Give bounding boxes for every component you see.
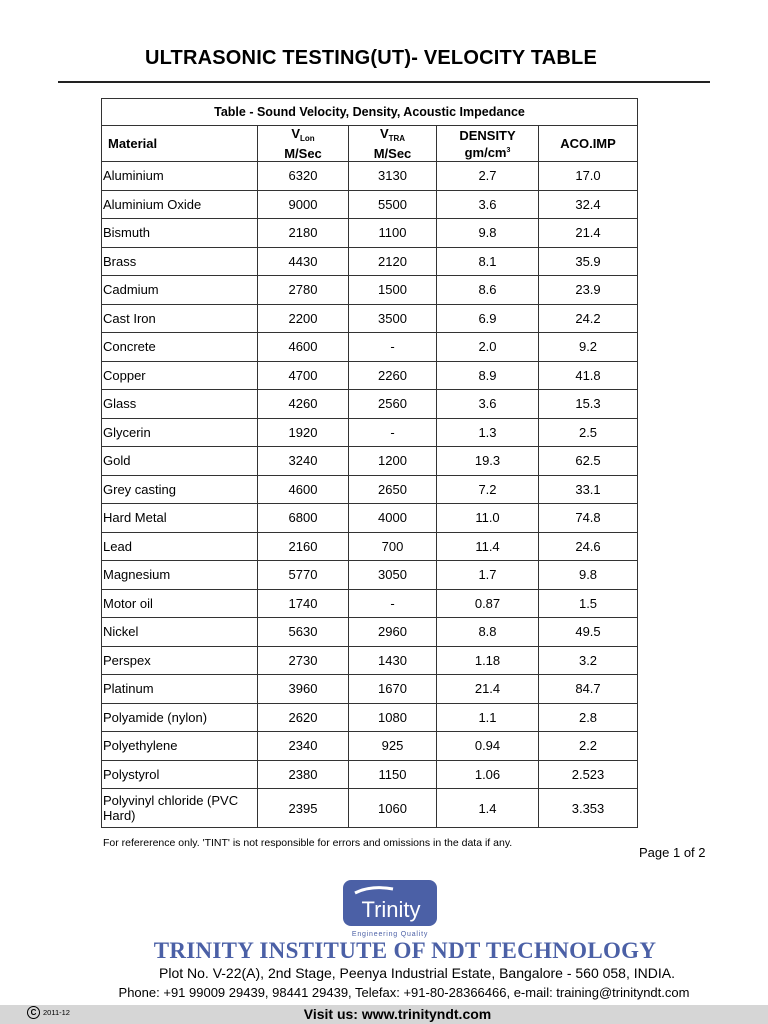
cell-vtra: 2120 bbox=[349, 247, 437, 276]
cell-density: 3.6 bbox=[437, 390, 539, 419]
cell-material: Concrete bbox=[102, 333, 258, 362]
header-density-unit: gm/cm bbox=[464, 144, 507, 160]
cell-vtra: - bbox=[349, 333, 437, 362]
cell-density: 7.2 bbox=[437, 475, 539, 504]
cell-material: Polyamide (nylon) bbox=[102, 703, 258, 732]
cell-material: Perspex bbox=[102, 646, 258, 675]
cell-material: Polyvinyl chloride (PVC Hard) bbox=[102, 789, 258, 828]
cell-acoimp: 2.5 bbox=[539, 418, 638, 447]
cell-vtra: 3500 bbox=[349, 304, 437, 333]
table-row bbox=[102, 190, 638, 219]
cell-material: Cast Iron bbox=[102, 304, 258, 333]
cell-density: 1.4 bbox=[437, 789, 539, 828]
header-acoimp: ACO.IMP bbox=[539, 126, 638, 162]
cell-vlon: 2395 bbox=[258, 789, 349, 828]
cell-material: Aluminium bbox=[102, 162, 258, 191]
header-vtra-subscript: TRA bbox=[388, 134, 406, 143]
cell-density: 0.87 bbox=[437, 589, 539, 618]
cell-acoimp: 9.8 bbox=[539, 561, 638, 590]
table-row bbox=[102, 219, 638, 248]
cell-vlon: 5770 bbox=[258, 561, 349, 590]
table-row bbox=[102, 561, 638, 590]
cell-vtra: 2650 bbox=[349, 475, 437, 504]
cell-acoimp: 3.2 bbox=[539, 646, 638, 675]
cell-material: Polystyrol bbox=[102, 760, 258, 789]
table-row bbox=[102, 447, 638, 476]
table-row bbox=[102, 646, 638, 675]
cell-vlon: 3960 bbox=[258, 675, 349, 704]
cell-density: 9.8 bbox=[437, 219, 539, 248]
cell-acoimp: 33.1 bbox=[539, 475, 638, 504]
cell-material: Motor oil bbox=[102, 589, 258, 618]
page-title: ULTRASONIC TESTING(UT)- VELOCITY TABLE bbox=[144, 47, 598, 69]
cell-acoimp: 35.9 bbox=[539, 247, 638, 276]
cell-material: Gold bbox=[102, 447, 258, 476]
cell-vtra: 1060 bbox=[349, 789, 437, 828]
title-divider bbox=[58, 81, 710, 83]
logo-wordmark: Trinity bbox=[361, 897, 421, 922]
cell-acoimp: 17.0 bbox=[539, 162, 638, 191]
cell-density: 6.9 bbox=[437, 304, 539, 333]
cell-acoimp: 24.6 bbox=[539, 532, 638, 561]
copyright-icon: C bbox=[27, 1006, 40, 1019]
cell-acoimp: 32.4 bbox=[539, 190, 638, 219]
cell-vlon: 5630 bbox=[258, 618, 349, 647]
header-vlon bbox=[258, 126, 349, 162]
cell-material: Bismuth bbox=[102, 219, 258, 248]
table-row bbox=[102, 304, 638, 333]
cell-vtra: 3130 bbox=[349, 162, 437, 191]
cell-material: Polyethylene bbox=[102, 732, 258, 761]
cell-acoimp: 2.2 bbox=[539, 732, 638, 761]
trinity-logo bbox=[341, 879, 439, 939]
table-row bbox=[102, 276, 638, 305]
cell-acoimp: 49.5 bbox=[539, 618, 638, 647]
table-row bbox=[102, 618, 638, 647]
table-row bbox=[102, 162, 638, 191]
cell-vtra: - bbox=[349, 418, 437, 447]
cell-vtra: 1670 bbox=[349, 675, 437, 704]
cell-vlon: 4600 bbox=[258, 333, 349, 362]
cell-vlon: 6800 bbox=[258, 504, 349, 533]
table-row bbox=[102, 333, 638, 362]
table-row bbox=[102, 361, 638, 390]
cell-density: 19.3 bbox=[437, 447, 539, 476]
contact-info: Phone: +91 99009 29439, 98441 29439, Telefax: +91-80-28366466, e-mail: training@trinityndt.com bbox=[118, 985, 690, 1000]
cell-vtra: 2260 bbox=[349, 361, 437, 390]
cell-acoimp: 21.4 bbox=[539, 219, 638, 248]
cell-acoimp: 74.8 bbox=[539, 504, 638, 533]
cell-vtra: 3050 bbox=[349, 561, 437, 590]
cell-vlon: 1920 bbox=[258, 418, 349, 447]
cell-vlon: 2780 bbox=[258, 276, 349, 305]
cell-vlon: 4430 bbox=[258, 247, 349, 276]
cell-acoimp: 84.7 bbox=[539, 675, 638, 704]
cell-vlon: 2180 bbox=[258, 219, 349, 248]
table-row bbox=[102, 789, 638, 828]
cell-acoimp: 41.8 bbox=[539, 361, 638, 390]
cell-density: 8.1 bbox=[437, 247, 539, 276]
table-row bbox=[102, 532, 638, 561]
copyright-year: 2011-12 bbox=[43, 1008, 70, 1017]
table-row bbox=[102, 675, 638, 704]
table-row bbox=[102, 703, 638, 732]
cell-material: Nickel bbox=[102, 618, 258, 647]
cell-vtra: 1150 bbox=[349, 760, 437, 789]
cell-material: Platinum bbox=[102, 675, 258, 704]
cell-acoimp: 2.523 bbox=[539, 760, 638, 789]
cell-vlon: 2620 bbox=[258, 703, 349, 732]
table-row bbox=[102, 504, 638, 533]
cell-vlon: 6320 bbox=[258, 162, 349, 191]
page-number: Page 1 of 2 bbox=[639, 845, 706, 860]
header-material: Material bbox=[102, 126, 258, 162]
header-vlon-symbol: V bbox=[291, 126, 300, 141]
institute-name: TRINITY INSTITUTE OF NDT TECHNOLOGY bbox=[153, 938, 657, 963]
cell-vlon: 4260 bbox=[258, 390, 349, 419]
cell-vtra: 2960 bbox=[349, 618, 437, 647]
cell-density: 8.9 bbox=[437, 361, 539, 390]
table-header-row bbox=[102, 126, 638, 162]
cell-density: 1.7 bbox=[437, 561, 539, 590]
header-vtra bbox=[349, 126, 437, 162]
table-row bbox=[102, 475, 638, 504]
cell-density: 8.8 bbox=[437, 618, 539, 647]
cell-vlon: 2340 bbox=[258, 732, 349, 761]
cell-material: Magnesium bbox=[102, 561, 258, 590]
cell-material: Copper bbox=[102, 361, 258, 390]
cell-vlon: 9000 bbox=[258, 190, 349, 219]
cell-density: 2.7 bbox=[437, 162, 539, 191]
table-caption: Table - Sound Velocity, Density, Acoustic Impedance bbox=[102, 99, 638, 126]
table-body bbox=[102, 162, 638, 828]
table-row bbox=[102, 390, 638, 419]
table-row bbox=[102, 247, 638, 276]
cell-vtra: 925 bbox=[349, 732, 437, 761]
table-row bbox=[102, 760, 638, 789]
cell-material: Cadmium bbox=[102, 276, 258, 305]
cell-vlon: 4600 bbox=[258, 475, 349, 504]
table-row bbox=[102, 732, 638, 761]
cell-material: Glass bbox=[102, 390, 258, 419]
cell-acoimp: 15.3 bbox=[539, 390, 638, 419]
cell-vtra: 1080 bbox=[349, 703, 437, 732]
cell-material: Brass bbox=[102, 247, 258, 276]
logo-tagline: Engineering Quality bbox=[351, 931, 429, 938]
cell-vlon: 2380 bbox=[258, 760, 349, 789]
cell-density: 11.0 bbox=[437, 504, 539, 533]
cell-material: Grey casting bbox=[102, 475, 258, 504]
cell-density: 1.3 bbox=[437, 418, 539, 447]
cell-density: 2.0 bbox=[437, 333, 539, 362]
header-vlon-unit: M/Sec bbox=[284, 146, 322, 161]
cell-density: 3.6 bbox=[437, 190, 539, 219]
cell-density: 11.4 bbox=[437, 532, 539, 561]
cell-density: 1.1 bbox=[437, 703, 539, 732]
cell-acoimp: 1.5 bbox=[539, 589, 638, 618]
velocity-table bbox=[101, 98, 638, 828]
cell-vlon: 2160 bbox=[258, 532, 349, 561]
cell-acoimp: 24.2 bbox=[539, 304, 638, 333]
cell-acoimp: 62.5 bbox=[539, 447, 638, 476]
cell-vtra: 1500 bbox=[349, 276, 437, 305]
cell-vtra: 1200 bbox=[349, 447, 437, 476]
header-vlon-subscript: Lon bbox=[300, 134, 315, 143]
cell-vtra: 2560 bbox=[349, 390, 437, 419]
cell-material: Lead bbox=[102, 532, 258, 561]
cell-vtra: - bbox=[349, 589, 437, 618]
header-density bbox=[437, 126, 539, 162]
cell-vlon: 2730 bbox=[258, 646, 349, 675]
cell-acoimp: 3.353 bbox=[539, 789, 638, 828]
cell-density: 1.18 bbox=[437, 646, 539, 675]
table-row bbox=[102, 418, 638, 447]
institute-address: Plot No. V-22(A), 2nd Stage, Peenya Industrial Estate, Bangalore - 560 058, INDIA. bbox=[159, 965, 675, 981]
cell-vtra: 4000 bbox=[349, 504, 437, 533]
cell-material: Aluminium Oxide bbox=[102, 190, 258, 219]
header-vtra-symbol: V bbox=[379, 126, 389, 141]
cell-material: Hard Metal bbox=[102, 504, 258, 533]
header-density-label: DENSITY bbox=[459, 127, 516, 143]
cell-vlon: 3240 bbox=[258, 447, 349, 476]
cell-vtra: 700 bbox=[349, 532, 437, 561]
table-row bbox=[102, 589, 638, 618]
cell-density: 21.4 bbox=[437, 675, 539, 704]
cell-density: 8.6 bbox=[437, 276, 539, 305]
cell-vtra: 5500 bbox=[349, 190, 437, 219]
website-link[interactable]: Visit us: www.trinityndt.com bbox=[303, 1006, 492, 1022]
cell-vtra: 1100 bbox=[349, 219, 437, 248]
cell-acoimp: 23.9 bbox=[539, 276, 638, 305]
cell-density: 0.94 bbox=[437, 732, 539, 761]
cell-vlon: 1740 bbox=[258, 589, 349, 618]
header-vtra-unit: M/Sec bbox=[373, 146, 412, 161]
cell-vlon: 2200 bbox=[258, 304, 349, 333]
cell-acoimp: 9.2 bbox=[539, 333, 638, 362]
cell-vlon: 4700 bbox=[258, 361, 349, 390]
disclaimer-note: For refererence only. 'TINT' is not responsible for errors and omissions in the data if any. bbox=[103, 837, 513, 849]
cell-density: 1.06 bbox=[437, 760, 539, 789]
cell-acoimp: 2.8 bbox=[539, 703, 638, 732]
cell-material: Glycerin bbox=[102, 418, 258, 447]
header-density-superscript: 3 bbox=[506, 146, 511, 154]
cell-vtra: 1430 bbox=[349, 646, 437, 675]
